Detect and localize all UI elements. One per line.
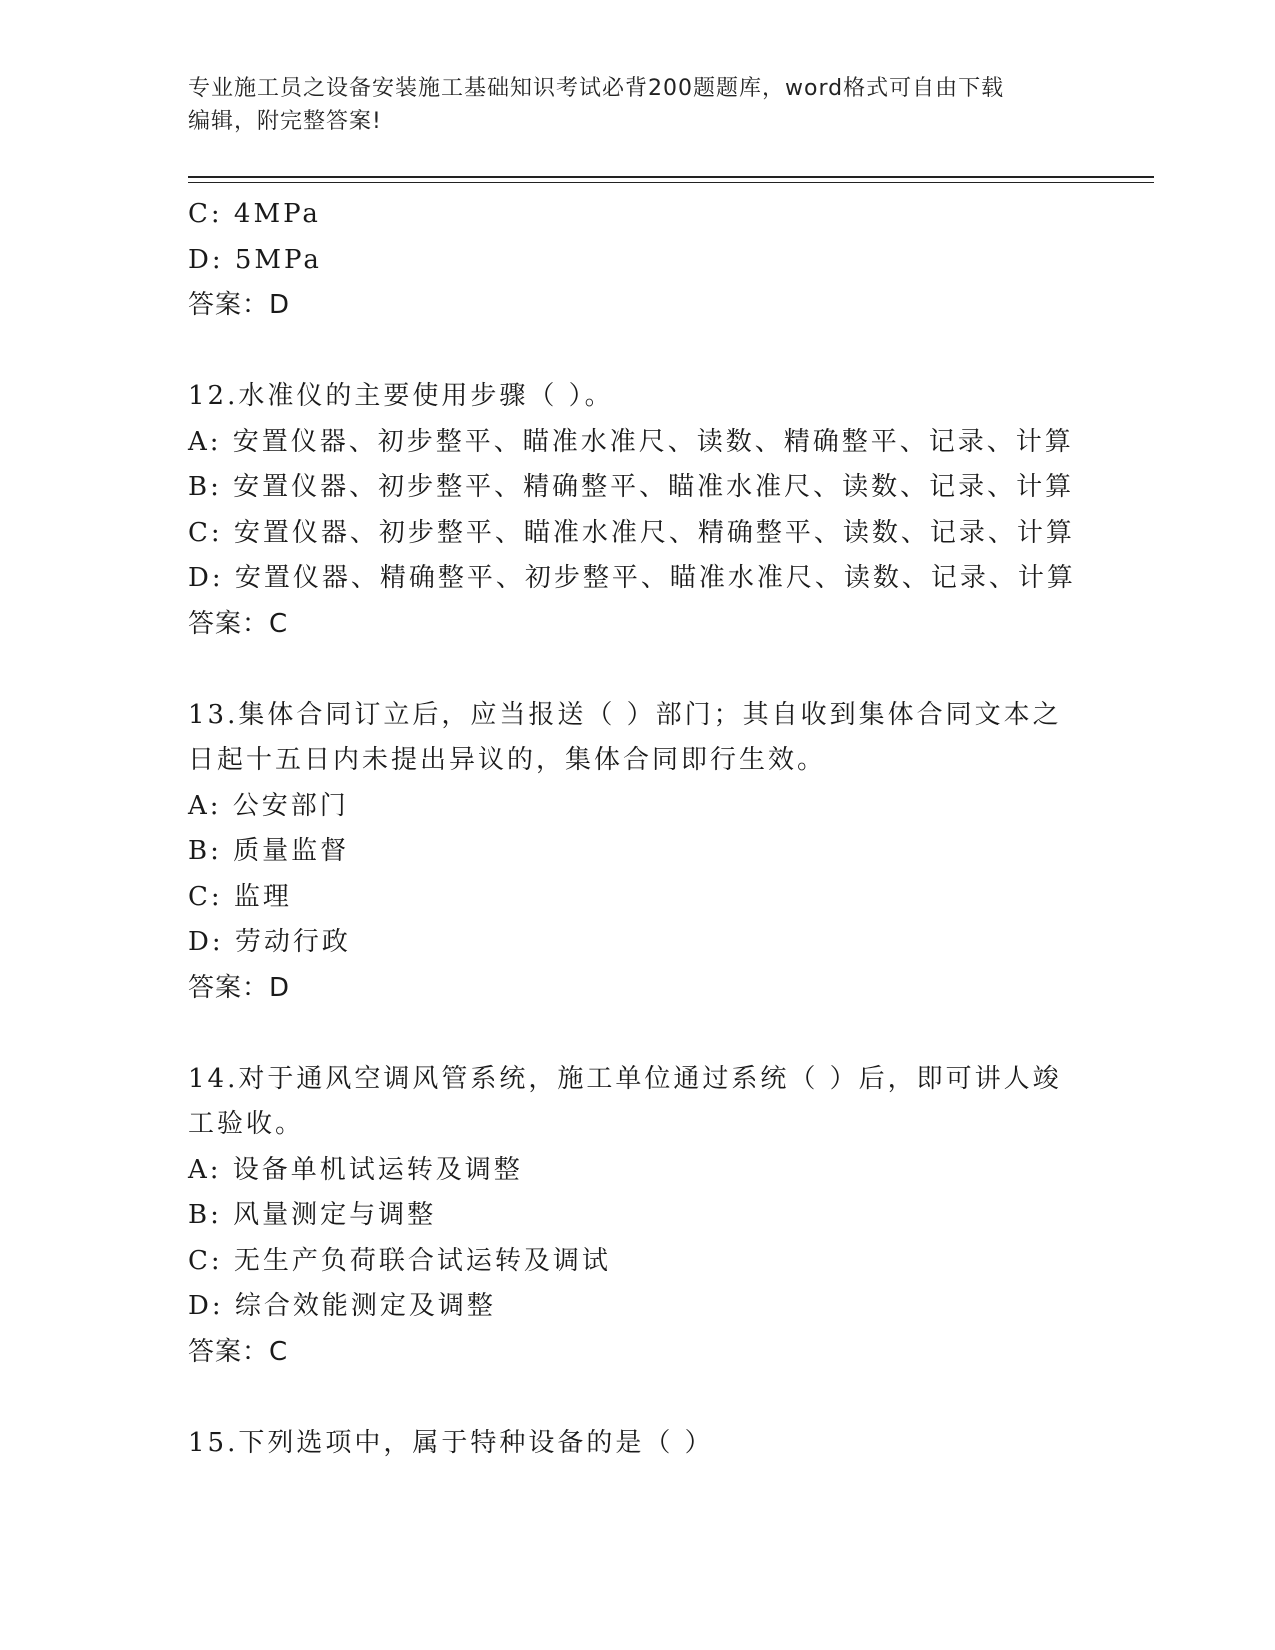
document-header [188, 72, 1068, 138]
question-block-11 [188, 192, 1088, 329]
header-rule [188, 176, 1154, 178]
answer-line: 答案：C [188, 1336, 289, 1367]
option-d: D: 安置仪器、精确整平、初步整平、瞄准水准尺、读数、记录、计算 [188, 563, 1076, 593]
option-b: B: 风量测定与调整 [188, 1200, 437, 1230]
option-c: C: 无生产负荷联合试运转及调试 [188, 1245, 611, 1276]
question-block-15 [188, 1421, 1088, 1467]
header-rule-thin [188, 182, 1154, 183]
answer-line: 答案：C [188, 608, 289, 639]
header-line-2: 编辑，附完整答案! [188, 109, 382, 134]
question-list [188, 192, 1088, 1466]
question-text-cont: 日起十五日内未提出异议的，集体合同即行生效。 [188, 745, 827, 775]
option-d: D: 劳动行政 [188, 927, 351, 957]
question-block-12 [188, 374, 1088, 647]
question-block-14 [188, 1057, 1088, 1376]
option-a: A: 公安部门 [188, 790, 349, 821]
question-block-13 [188, 693, 1088, 1012]
option-c: C: 监理 [188, 881, 292, 912]
option-d: D: 综合效能测定及调整 [188, 1291, 496, 1321]
answer-line: 答案：D [188, 972, 291, 1003]
spacer [188, 329, 1088, 375]
option-c: C: 4MPa [188, 199, 321, 229]
option-a: A: 安置仪器、初步整平、瞄准水准尺、读数、精确整平、记录、计算 [188, 426, 1074, 457]
option-c: C: 安置仪器、初步整平、瞄准水准尺、精确整平、读数、记录、计算 [188, 517, 1075, 548]
question-text-cont: 工验收。 [188, 1109, 305, 1139]
option-b: B: 质量监督 [188, 836, 350, 866]
answer-line: 答案：D [188, 290, 291, 320]
option-a: A: 设备单机试运转及调整 [188, 1154, 523, 1185]
option-b: B: 安置仪器、初步整平、精确整平、瞄准水准尺、读数、记录、计算 [188, 472, 1075, 502]
spacer [188, 1375, 1088, 1421]
header-line-1: 专业施工员之设备安装施工基础知识考试必背200题题库，word格式可自由下载 [188, 76, 1005, 101]
question-text: 12.水准仪的主要使用步骤（ ）。 [188, 381, 614, 411]
question-text: 15.下列选项中，属于特种设备的是（ ） [188, 1427, 714, 1458]
question-text: 14.对于通风空调风管系统，施工单位通过系统（ ）后，即可讲人竣 [188, 1063, 1062, 1094]
question-text: 13.集体合同订立后，应当报送（ ）部门；其自收到集体合同文本之 [188, 699, 1062, 730]
option-d: D: 5MPa [188, 244, 322, 275]
spacer [188, 1011, 1088, 1057]
spacer [188, 647, 1088, 693]
